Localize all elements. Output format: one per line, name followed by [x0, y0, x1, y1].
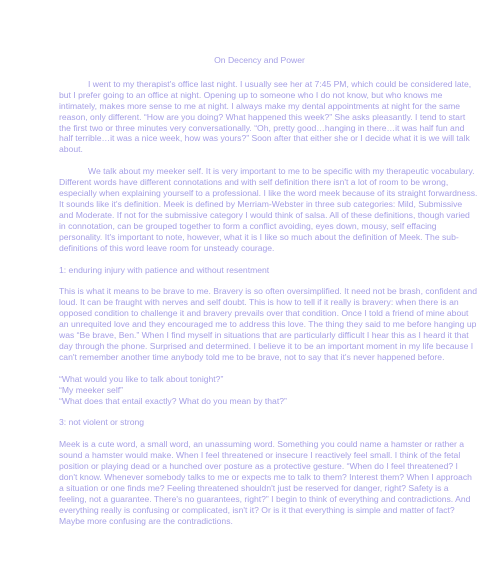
- paragraph-spacer: [59, 406, 478, 417]
- paragraph-bravery: This is what it means to be brave to me. Bravery is so often oversimplified. It need not be brash, confident and loud. It can be fraught with nerves and self doubt. This is how to tell if it really is bravery: when there is an opposed condition to challenge it and bravery prevails over that condition. Once I told a friend of mine about an unrequited love and they encouraged me to address this love. The thing they said to me before hanging up was “Be brave, Ben.” When I find myself in situations that are particularly difficult I hear this as I heard it that day through the phone. Surprised and determined. I believe it to be an important moment in my life because I can't remember another time anybody told me to be brave, not to say that it's never happened before.: [59, 286, 477, 362]
- paragraph-spacer: [59, 275, 478, 286]
- quote-line: “My meeker self”: [59, 384, 123, 395]
- paragraph-spacer: [59, 155, 478, 166]
- paragraph-therapist-office: I went to my therapist's office last night. I usually see her at 7:45 PM, which could be considered late, but I prefer going to an office at night. Opening up to someone who I do not know, but who knows me intimately, makes more sense to me at night. I always make my dental appointments at night for the same reason, only different. “How are you doing? What happened this week?” She asks pleasantly. I tend to start the first two or three minutes very conversationally. “Oh, pretty good…hanging in there…it was half fun and half terrible…it was a nice week, how was yours?” Soon after that either she or I decide what it is we will talk about.: [59, 78, 472, 155]
- paragraph-spacer: [59, 254, 478, 265]
- quote-line: “What does that entail exactly? What do you mean by that?”: [59, 395, 287, 406]
- document-title: On Decency and Power: [214, 55, 305, 65]
- section-heading-not-violent: 3: not violent or strong: [59, 417, 145, 428]
- paragraph-meeker-self: We talk about my meeker self. It is very important to me to be specific with my therapeutic vocabulary. Different words have different connotations and with self definition there isn't a lot of room to be wrong, especially when explaining yourself to a professional. I like the word meek because of its straight forwardness. It sounds like it's definition. Meek is defined by Merriam-Webster in three sub categories: Mild, Submissive and Moderate. If not for the submissive category I would think of salsa. All of these definitions, though varied in connotation, can be grouped together to form a conflict avoiding, eyes down, mousy, self effacing personality. It's important to note, however, what it is I like so much about the definition of Meek. The sub-definitions of this word leave room for unsteady courage.: [59, 166, 478, 253]
- quote-line: “What would you like to talk about tonight?”: [59, 373, 224, 384]
- section-heading-enduring-injury: 1: enduring injury with patience and without resentment: [59, 264, 270, 275]
- paragraph-spacer: [59, 428, 478, 439]
- paragraph-meek-cute-word: Meek is a cute word, a small word, an unassuming word. Something you could name a hamster or rather a sound a hamster would make. When I feel threatened or insecure I reactively feel small. I think of the fetal position or playing dead or a hunched over posture as a protective gesture. “When do I feel threatened? I don't know. Whenever somebody talks to me or expects me to talk to them? Interest them? When I approach a situation or one finds me? Feeling threatened shouldn't just be reserved for danger, right? Safety is a feeling, not a guarantee. There's no guarantees, right?” I begin to think of everything and contradictions. And everything really is confusing or complicated, isn't it? Or is it that everything is simple and matter of fact? Maybe more confusing are the contradictions.: [59, 439, 472, 526]
- dialogue-quotes: [59, 374, 478, 407]
- paragraph-spacer: [59, 363, 478, 374]
